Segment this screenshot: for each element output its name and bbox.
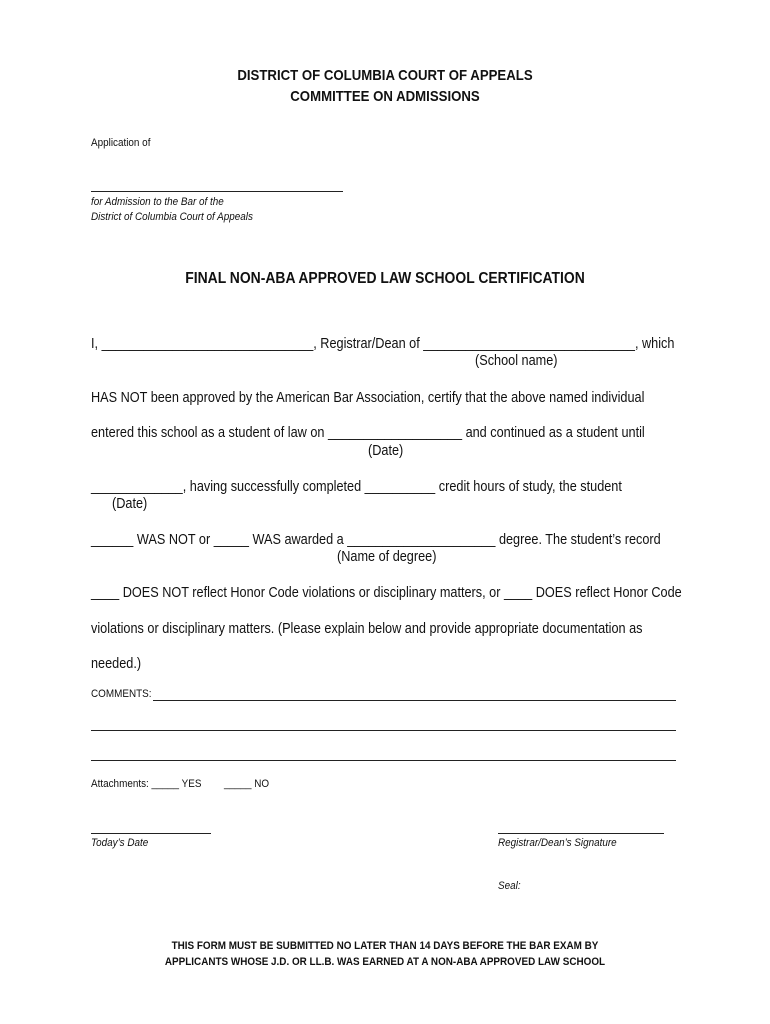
admission-caption-2: District of Columbia Court of Appeals — [91, 211, 253, 223]
applicant-name-line[interactable] — [91, 191, 343, 192]
certification-line-4: _____________, having successfully completed __________ credit hours of study, the student — [91, 479, 622, 495]
committee-title: COMMITTEE ON ADMISSIONS — [290, 88, 480, 105]
certification-line-3: entered this school as a student of law on ___________________ and continued as a student until — [91, 425, 645, 441]
attachments-yes: Attachments: _____ YES — [91, 778, 202, 790]
certification-line-2: HAS NOT been approved by the American Bar Association, certify that the above named individual — [91, 390, 645, 406]
footer-notice-1: THIS FORM MUST BE SUBMITTED NO LATER THAN 14 DAYS BEFORE THE BAR EXAM BY — [171, 940, 599, 952]
certification-line-6: ____ DOES NOT reflect Honor Code violations or disciplinary matters, or ____ DOES reflect Honor Code — [91, 585, 682, 601]
entry-date-caption: (Date) — [368, 443, 404, 459]
certification-line-5: ______ WAS NOT or _____ WAS awarded a _____________________ degree. The student’s record — [91, 532, 661, 548]
certification-line-7: violations or disciplinary matters. (Please explain below and provide appropriate documentation as — [91, 621, 643, 637]
seal-label: Seal: — [498, 880, 521, 892]
todays-date-label: Today’s Date — [91, 837, 149, 849]
court-title: DISTRICT OF COLUMBIA COURT OF APPEALS — [237, 67, 533, 84]
comments-line-2[interactable] — [91, 730, 676, 731]
certification-line-1: I, ______________________________, Registrar/Dean of ______________________________, which — [91, 336, 675, 352]
attachments-no: _____ NO — [224, 778, 270, 790]
comments-label: COMMENTS: — [91, 688, 152, 700]
footer-notice-2: APPLICANTS WHOSE J.D. OR LL.B. WAS EARNED AT A NON-ABA APPROVED LAW SCHOOL — [164, 956, 606, 968]
degree-name-caption: (Name of degree) — [337, 549, 437, 565]
school-name-caption: (School name) — [475, 353, 558, 369]
end-date-caption: (Date) — [112, 496, 148, 512]
admission-caption-1: for Admission to the Bar of the — [91, 196, 224, 208]
todays-date-line[interactable] — [91, 833, 211, 834]
signature-label: Registrar/Dean’s Signature — [498, 837, 617, 849]
comments-line-3[interactable] — [91, 760, 676, 761]
application-label: Application of — [91, 137, 151, 149]
certification-line-8: needed.) — [91, 656, 142, 672]
form-title: FINAL NON-ABA APPROVED LAW SCHOOL CERTIFICATION — [185, 270, 585, 287]
signature-line[interactable] — [498, 833, 664, 834]
comments-line-1[interactable] — [153, 700, 676, 701]
